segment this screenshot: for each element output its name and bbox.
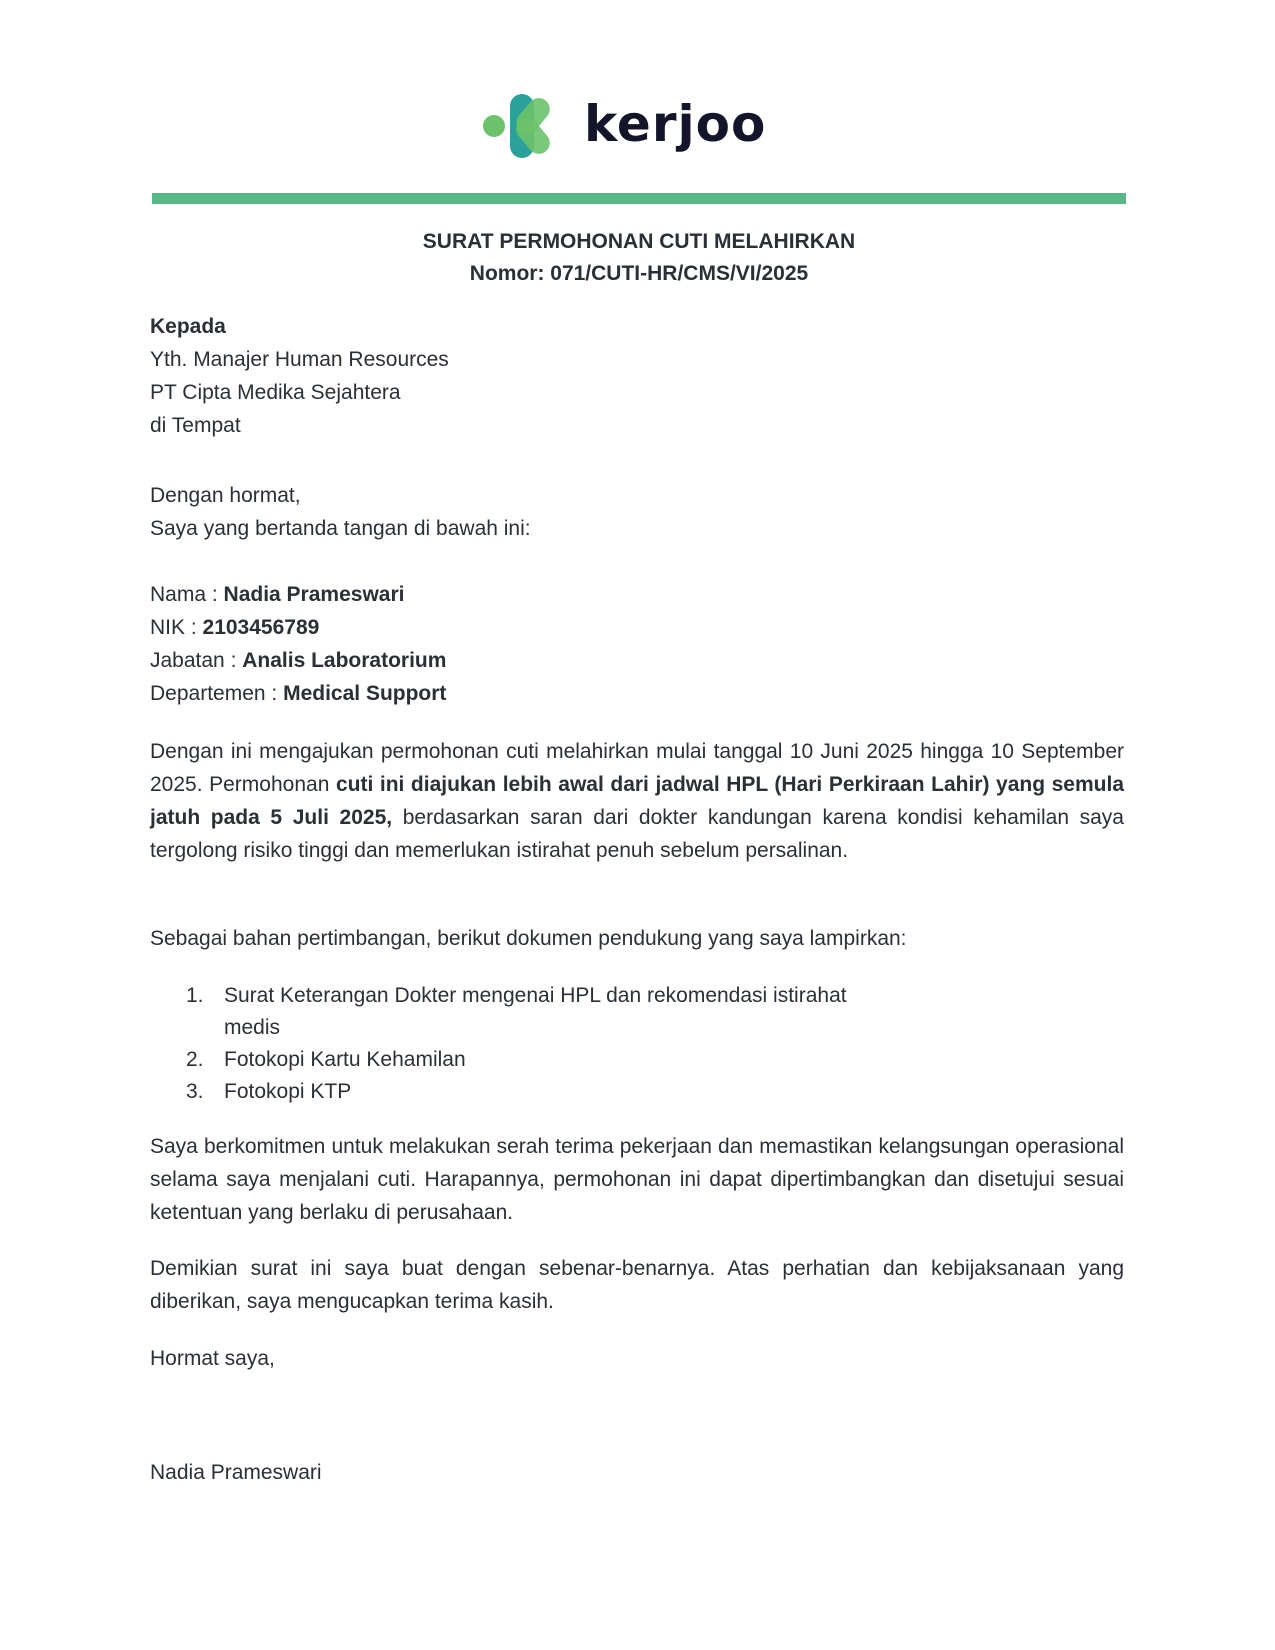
list-number: 3. <box>186 1080 204 1103</box>
list-number: 1. <box>186 984 204 1007</box>
signature-name: Nadia Prameswari <box>150 1461 322 1484</box>
list-item-text: Fotokopi KTP <box>224 1080 352 1103</box>
employee-position: Analis Laboratorium <box>242 649 447 672</box>
attachments-intro: Sebagai bahan pertimbangan, berikut dokumen pendukung yang saya lampirkan: <box>150 927 907 950</box>
employee-nik-row <box>150 611 1124 644</box>
field-label: NIK : <box>150 616 203 639</box>
greeting-block <box>150 479 1124 545</box>
employee-department: Medical Support <box>283 682 447 705</box>
recipient-line: Yth. Manajer Human Resources <box>150 348 449 371</box>
letter-heading <box>150 226 1128 290</box>
salutation: Dengan hormat, <box>150 484 301 507</box>
list-item <box>150 1076 1124 1108</box>
recipient-line: PT Cipta Medika Sejahtera <box>150 381 401 404</box>
commitment-paragraph: Saya berkomitmen untuk melakukan serah terima pekerjaan dan memastikan kelangsungan operasional selama saya menjalani cuti. Harapannya, permohonan ini dapat dipertimbangkan dan disetujui sesuai ketentuan yang berlaku di perusahaan. <box>150 1135 1124 1224</box>
recipient-block <box>150 310 1124 442</box>
closing-paragraph: Demikian surat ini saya buat dengan sebenar-benarnya. Atas perhatian dan kebijaksanaan yang diberikan, saya mengucapkan terima kasih. <box>150 1257 1124 1313</box>
employee-details <box>150 578 1124 710</box>
employee-name-row <box>150 578 1124 611</box>
recipient-label: Kepada <box>150 315 226 338</box>
employee-name: Nadia Prameswari <box>223 583 405 606</box>
request-emphasis: cuti ini diajukan lebih awal dari jadwal HPL (Hari Perkiraan Lahir) yang semula jatuh pada 5 Juli 2025, <box>150 773 1125 829</box>
letter-title: SURAT PERMOHONAN CUTI MELAHIRKAN <box>422 230 856 253</box>
field-label: Nama : <box>150 583 224 606</box>
employee-department-row <box>150 677 1124 710</box>
employee-position-row <box>150 644 1124 677</box>
employee-nik: 2103456789 <box>202 616 320 639</box>
letter-number: Nomor: 071/CUTI-HR/CMS/VI/2025 <box>469 262 809 285</box>
kerjoo-logo-mark <box>482 92 572 160</box>
recipient-line: di Tempat <box>150 414 241 437</box>
request-paragraph <box>150 735 1124 867</box>
closing-salutation: Hormat saya, <box>150 1347 275 1370</box>
intro-line: Saya yang bertanda tangan di bawah ini: <box>150 517 531 540</box>
list-number: 2. <box>186 1048 204 1071</box>
list-item-text: Surat Keterangan Dokter mengenai HPL dan rekomendasi istirahat medis <box>224 984 847 1039</box>
field-label: Jabatan : <box>150 649 243 672</box>
request-text: berdasarkan saran dari dokter kandungan karena kondisi kehamilan saya tergolong risiko tinggi dan memerlukan istirahat penuh sebelum persalinan. <box>150 806 1124 862</box>
company-logo <box>482 92 772 160</box>
list-item <box>150 980 1124 1044</box>
request-text: Dengan ini mengajukan permohonan cuti melahirkan mulai tanggal 10 Juni 2025 hingga 10 September 2025. Permohonan <box>150 740 1124 796</box>
logo-wordmark: kerjoo <box>584 95 767 153</box>
list-item-text: Fotokopi Kartu Kehamilan <box>224 1048 466 1071</box>
header-divider <box>152 193 1126 204</box>
list-item <box>150 1044 1124 1076</box>
attachments-list <box>150 980 1124 1108</box>
field-label: Departemen : <box>150 682 284 705</box>
